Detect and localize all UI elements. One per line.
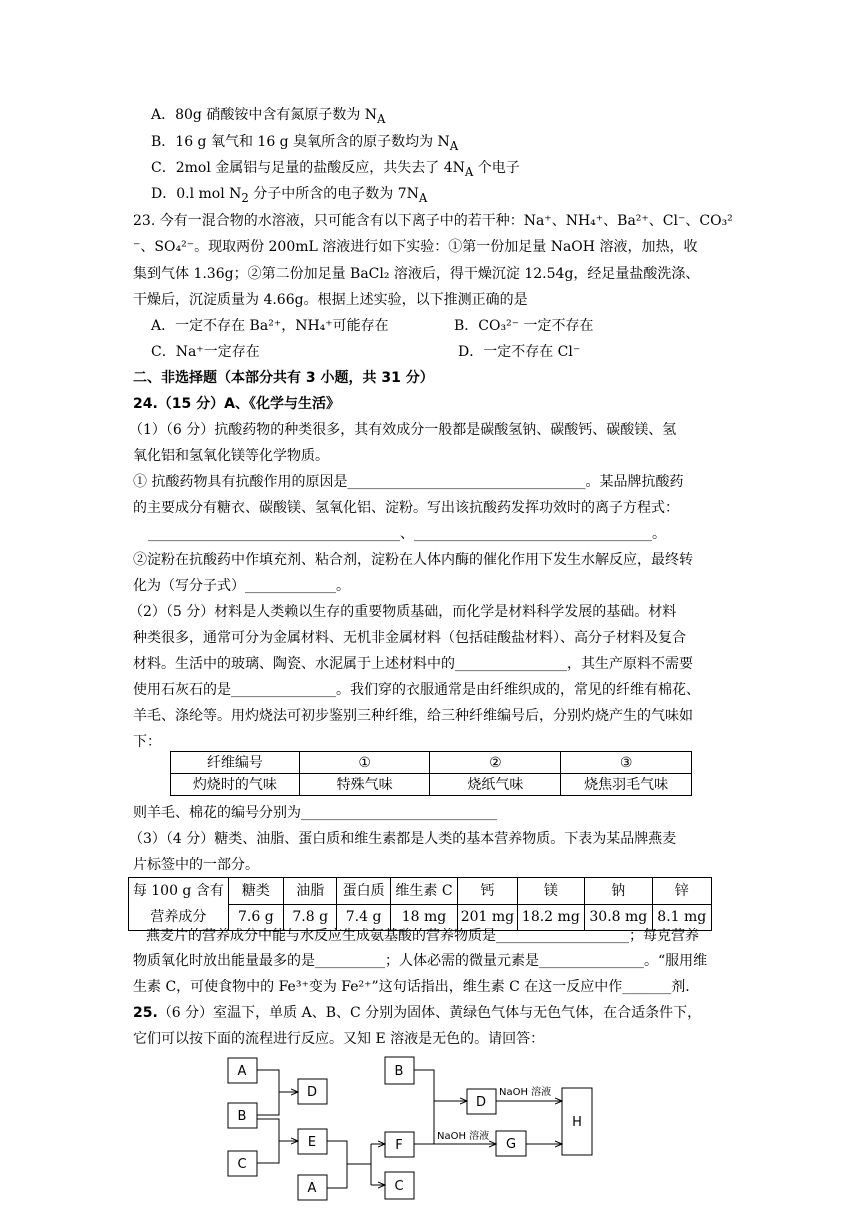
nutrition-table: [128, 877, 712, 931]
q24-part1-line-6: ②淀粉在抗酸药中作填充剂、粘合剂，淀粉在人体内酶的催化作用下发生水解反应，最终转: [133, 552, 693, 568]
q24-part2-line-1: （2）（5 分）材料是人类赖以生存的重要物质基础，而化学是材料科学发展的基础。材料: [129, 604, 677, 620]
q24-part1-line-4: 的主要成分有糖衣、碳酸镁、氢氧化铝、淀粉。写出该抗酸药发挥功效时的离子方程式：: [133, 500, 679, 516]
box-mid-c: [385, 1172, 414, 1199]
fiber-table: [170, 751, 692, 796]
table-cell: 钠: [585, 878, 652, 905]
q24-title: 24.（15 分）A、《化学与生活》: [133, 396, 340, 412]
table-cell: 201 mg: [458, 904, 517, 931]
table-cell: ②: [430, 752, 561, 774]
q23-option-a: A．一定不存在 Ba²⁺，NH₄⁺可能存在: [151, 318, 389, 334]
q22-option-d-mid: 分子中所含的电子数为 7N: [248, 186, 419, 202]
label-mid-c: C: [394, 1179, 404, 1194]
q24-part2-line-5: 羊毛、涤纶等。用灼烧法可初步鉴别三种纤维，给三种纤维编号后，分别灼烧产生的气味如: [133, 708, 693, 724]
nutrition-header-line-1: 每 100 g 含有: [132, 883, 224, 899]
q24-part1-line-7: 化为（写分子式）_____________。: [133, 578, 350, 594]
table-cell: 灼烧时的气味: [171, 774, 300, 796]
q24-part2-line-2: 种类很多，通常可分为金属材料、无机非金属材料（包括硅酸盐材料）、高分子材料及复合: [133, 630, 686, 646]
q22-option-c-pre: C．2mol 金属铝与足量的盐酸反应，共失去了 4N: [151, 160, 465, 176]
label-right-h: H: [572, 1115, 582, 1130]
q24-part1-line-2: 氧化铝和氢氧化镁等化学物质。: [133, 448, 329, 464]
table-cell: 糖类: [228, 878, 283, 905]
table-cell: 30.8 mg: [585, 904, 652, 931]
q25-line-2: 它们可以按下面的流程进行反应。又知 E 溶液是无色的。请回答：: [133, 1031, 545, 1047]
table-cell: 7.8 g: [284, 904, 337, 931]
q25-line-1: [133, 1003, 701, 1023]
q22-option-a-sub: A: [377, 111, 386, 126]
box-right-d: [467, 1089, 496, 1114]
table-cell: 油脂: [284, 878, 337, 905]
table-cell: 8.1 mg: [652, 904, 711, 931]
table-cell: 锌: [652, 878, 711, 905]
label-left-a: A: [237, 1064, 247, 1079]
q22-option-d-pre: D．0.l mol N: [151, 186, 242, 202]
label-left-e: E: [307, 1135, 317, 1150]
q22-option-b-text: B．16 g 氧气和 16 g 臭氧所含的原子数均为 N: [151, 134, 450, 150]
box-left-d: [298, 1079, 327, 1104]
connector-ea: [327, 1141, 347, 1188]
box-left-e: [298, 1129, 327, 1154]
q22-option-c: [151, 158, 520, 182]
table-cell: ③: [561, 752, 692, 774]
table-cell: 18.2 mg: [517, 904, 584, 931]
q24-part3-line-3: 燕麦片的营养成分中能与水反应生成氨基酸的营养物质是___________________；每克营养: [146, 928, 699, 944]
label-mid-b: B: [394, 1064, 404, 1079]
table-cell: 特殊气味: [299, 774, 430, 796]
label-mid-f: F: [395, 1138, 403, 1153]
q24-part3-line-5: 生素 C，可使食物中的 Fe³⁺变为 Fe²⁺”这句话指出，维生素 C 在这一反应中作_______剂.: [133, 979, 690, 995]
table-cell: 烧纸气味: [430, 774, 561, 796]
box-right-h: [562, 1088, 592, 1155]
connector-ab: [257, 1070, 279, 1115]
box-mid-b: [385, 1057, 414, 1084]
q24-part2-line-7: 则羊毛、棉花的编号分别为____________________________: [133, 805, 497, 821]
q23-option-c: C．Na⁺一定存在: [151, 344, 260, 360]
q22-option-d: [151, 184, 427, 208]
q23-line-1: 23. 今有一混合物的水溶液，只可能含有以下离子中的若干种：Na⁺、NH₄⁺、Ba²⁺、Cl⁻、CO₃²: [133, 213, 733, 229]
table-cell: 纤维编号: [171, 752, 300, 774]
table-cell: 18 mg: [390, 904, 457, 931]
table-cell: 烧焦羽毛气味: [561, 774, 692, 796]
q22-option-c-sub: A: [464, 164, 474, 179]
box-left-c: [228, 1151, 257, 1176]
box-right-g: [496, 1131, 526, 1156]
q22-option-b: [151, 132, 458, 156]
box-mid-a: [298, 1175, 327, 1200]
q23-option-b: B．CO₃²⁻ 一定不存在: [454, 318, 594, 334]
q22-option-c-post: 个电子: [473, 160, 520, 176]
q22-option-b-sub: A: [449, 138, 459, 153]
table-cell: 钙: [458, 878, 517, 905]
q24-part2-line-6: 下：: [133, 734, 161, 750]
q24-part3-line-1: （3）（4 分）糖类、油脂、蛋白质和维生素都是人类的基本营养物质。下表为某品牌燕麦: [129, 831, 677, 847]
label-left-d: D: [306, 1085, 318, 1100]
label-left-b: B: [237, 1109, 247, 1124]
nutrition-header-cell: [129, 878, 229, 931]
q23-line-2: ⁻、SO₄²⁻。现取两份 200mL 溶液进行如下实验：①第一份加足量 NaOH 溶液，加热，收: [133, 239, 698, 255]
table-cell: 7.6 g: [228, 904, 283, 931]
q23-line-4: 干燥后，沉淀质量为 4.66g。根据上述实验，以下推测正确的是: [133, 292, 528, 308]
table-cell: 维生素 C: [390, 878, 457, 905]
nutrition-table-row: [129, 878, 712, 905]
q24-part1-line-3: ① 抗酸药物具有抗酸作用的原因是__________________________________。某品牌抗酸药: [133, 474, 684, 490]
q22-option-d-sub2: A: [418, 190, 428, 205]
nutrition-header-line-2: 营养成分: [150, 909, 207, 925]
fiber-table-row: [171, 752, 692, 774]
q24-part2-line-4: 使用石灰石的是_______________。我们穿的衣服通常是由纤维织成的，常见的纤维有棉花、: [133, 682, 700, 698]
label-left-c: C: [237, 1157, 247, 1172]
q24-part1-line-5: ____________________________________、__________________________________。: [148, 526, 666, 542]
table-cell: 蛋白质: [337, 878, 390, 905]
q24-part1-line-1: （1）（6 分）抗酸药物的种类很多，其有效成分一般都是碳酸氢钠、碳酸钙、碳酸镁、氢: [129, 422, 677, 438]
table-cell: ①: [299, 752, 430, 774]
connector-bc: [257, 1119, 279, 1163]
box-left-a: [228, 1058, 257, 1083]
q23-line-3: 集到气体 1.36g；②第二份加足量 BaCl₂ 溶液后，得干燥沉淀 12.54g，经足量盐酸洗涤、: [133, 266, 700, 282]
q25-line-1-text: （6 分）室温下，单质 A、B、C 分别为固体、黄绿色气体与无色气体，在合适条件下，: [157, 1005, 702, 1021]
fiber-table-row: [171, 774, 692, 796]
label-right-g: G: [505, 1137, 517, 1152]
table-cell: 镁: [517, 878, 584, 905]
table-cell: 7.4 g: [337, 904, 390, 931]
q22-option-a-text: A．80g 硝酸铵中含有氮原子数为 N: [151, 107, 378, 123]
q24-part3-line-4: 物质氧化时放出能量最多的是__________；人体必需的微量元素是_______________。“服用维: [133, 953, 708, 969]
connector-bf: [414, 1070, 434, 1144]
box-left-b: [228, 1103, 257, 1128]
label-right-d: D: [475, 1095, 487, 1110]
label-mid-a: A: [307, 1181, 317, 1196]
q24-part3-line-2: 片标签中的一部分。: [133, 857, 259, 873]
q22-option-a: [151, 105, 385, 129]
label-naoh-bottom: NaOH 溶液: [437, 1131, 490, 1142]
q23-option-d: D．一定不存在 Cl⁻: [458, 344, 581, 360]
q25-number: 25.: [133, 1005, 158, 1021]
label-naoh-top: NaOH 溶液: [499, 1087, 552, 1098]
box-mid-f: [385, 1132, 414, 1157]
q22-option-d-sub1: 2: [241, 190, 249, 205]
q24-part2-line-3: 材料。生活中的玻璃、陶瓷、水泥属于上述材料中的________________，其生产原料不需要: [133, 656, 693, 672]
section-2-heading: 二、非选择题（本部分共有 3 小题，共 31 分）: [133, 370, 434, 386]
